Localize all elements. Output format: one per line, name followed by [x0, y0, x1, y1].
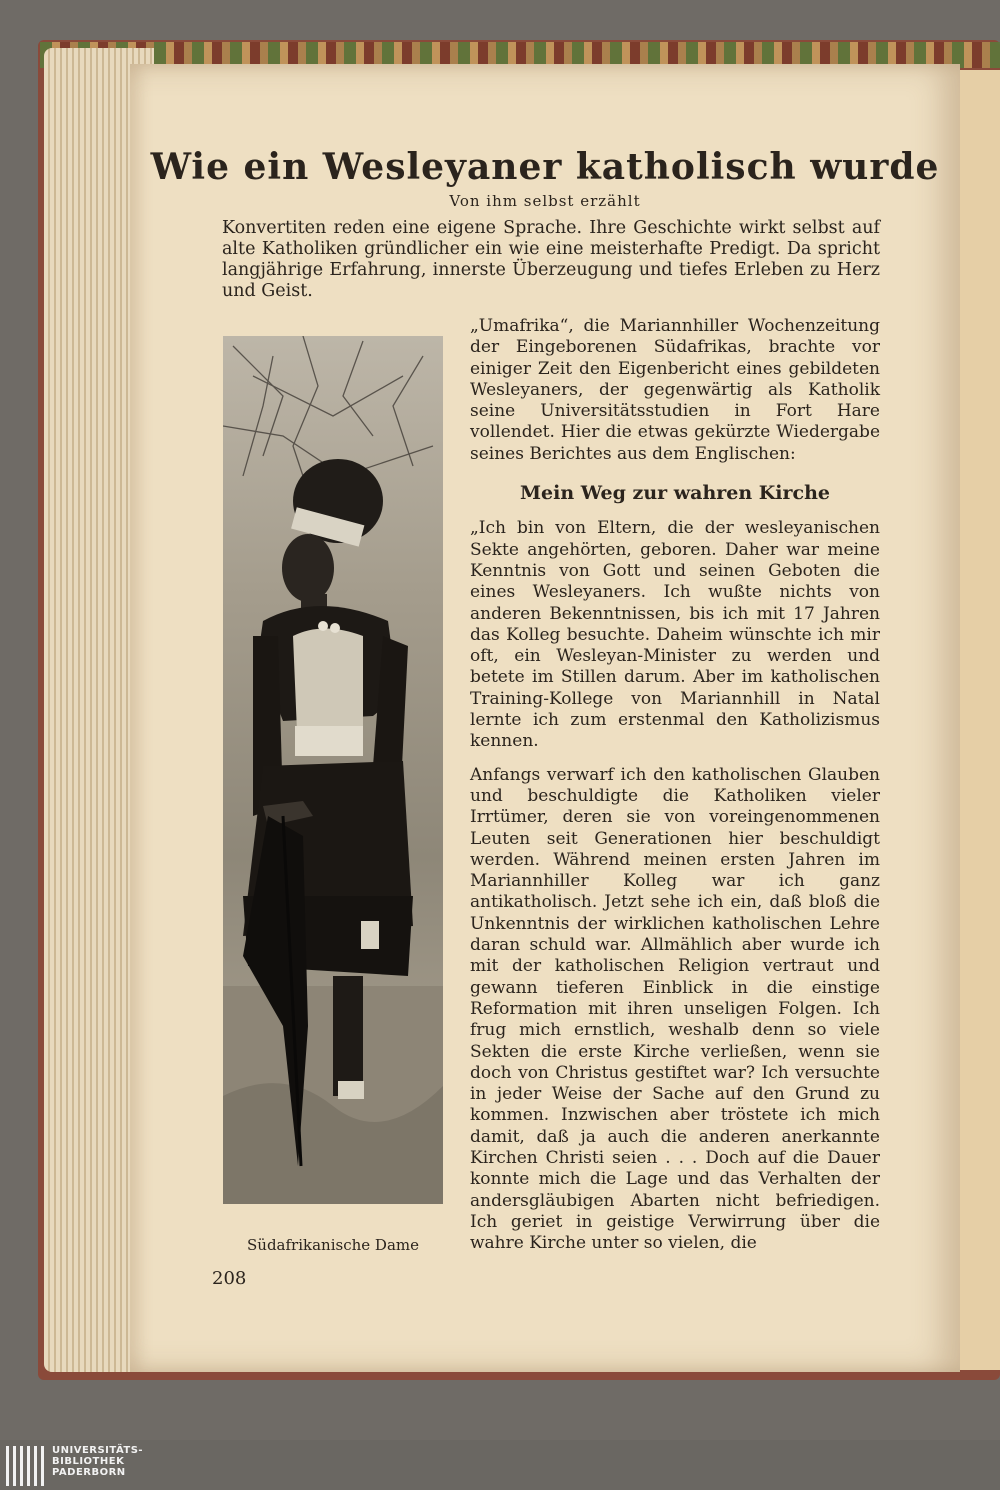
main-text-column — [470, 316, 880, 1254]
photo-caption: Südafrikanische Dame — [247, 1236, 419, 1254]
paragraph-1: „Umafrika“, die Mariannhiller Wochenzeitung der Eingeborenen Südafrikas, brachte vor einiger Zeit den Eigenbericht eines gebildeten Wesleyaners, der gegenwärtig als Katholik seine Universitätsstudien in Fort Hare vollendet. Hier die etwas gekürzte Wiedergabe seines Berichtes aus dem Englischen: — [470, 316, 880, 464]
article-subtitle: Von ihm selbst erzählt — [449, 192, 641, 210]
intro-paragraph — [222, 218, 880, 302]
book-page — [130, 64, 960, 1372]
photo-illustration — [223, 336, 443, 1204]
library-name — [52, 1445, 172, 1478]
article-title: Wie ein Wesleyaner katholisch wurde — [150, 146, 940, 188]
library-logo-icon — [6, 1446, 46, 1486]
paragraph-3: Anfangs verwarf ich den katholischen Glauben und beschuldigte die Katholiken vieler Irrtümer, deren sie von voreingenommenen Leuten seit Generationen hier beschuldigt werden. Während meinen ersten Jahren im Mariannhiller Kolleg war ich ganz antikatholisch. Jetzt sehe ich ein, daß bloß die Unkenntnis der wirklichen katholischen Lehre daran schuld war. Allmählich aber wurde ich mit der katholischen Religion vertraut und gewann tieferen Einblick in die einstige Reformation mit ihren unseligen Folgen. Ich frug mich ernstlich, weshalb denn so viele Sekten die erste Kirche verließen, wenn sie doch von Christus gestiftet war? Ich versuchte in jeder Weise der Sache auf den Grund zu kommen. Inzwischen aber tröstete ich mich damit, daß ja auch die anderen anerkannte Kirchen Christi seien . . . Doch auf die Dauer konnte mich die Lage und das Verhalten der andersgläubigen Abarten nicht befriedigen. Ich geriet in geistige Verwirrung über die wahre Kirche unter so vielen, die — [470, 764, 880, 1254]
library-name-line-2: BIBLIOTHEK — [52, 1456, 125, 1467]
photo-south-african-lady — [223, 336, 443, 1204]
page-number: 208 — [212, 1268, 247, 1289]
paragraph-2: „Ich bin von Eltern, die der wesleyanischen Sekte angehörten, geboren. Daher war meine Kenntnis von Gott und seinen Geboten die eines Wesleyaners. Ich wußte nichts von anderen Bekenntnissen, bis ich mit 17 Jahren das Kolleg besuchte. Daheim wünschte ich mir oft, ein Wesleyan-Minister zu werden und betete im Stillen darum. Aber im katholischen Training-Kollege von Mariannhill in Natal lernte ich zum erstenmal den Katholizismus kennen. — [470, 518, 880, 752]
library-name-line-3: PADERBORN — [52, 1467, 126, 1478]
section-heading: Mein Weg zur wahren Kirche — [520, 482, 830, 505]
intro-text: Konvertiten reden eine eigene Sprache. Ihre Geschichte wirkt selbst auf alte Katholiken gründlicher ein wie eine meisterhafte Predigt. Da spricht langjährige Erfahrung, innerste Überzeugung und tiefes Erleben zu Herz und Geist. — [222, 218, 880, 301]
library-name-line-1: UNIVERSITÄTS- — [52, 1445, 144, 1456]
